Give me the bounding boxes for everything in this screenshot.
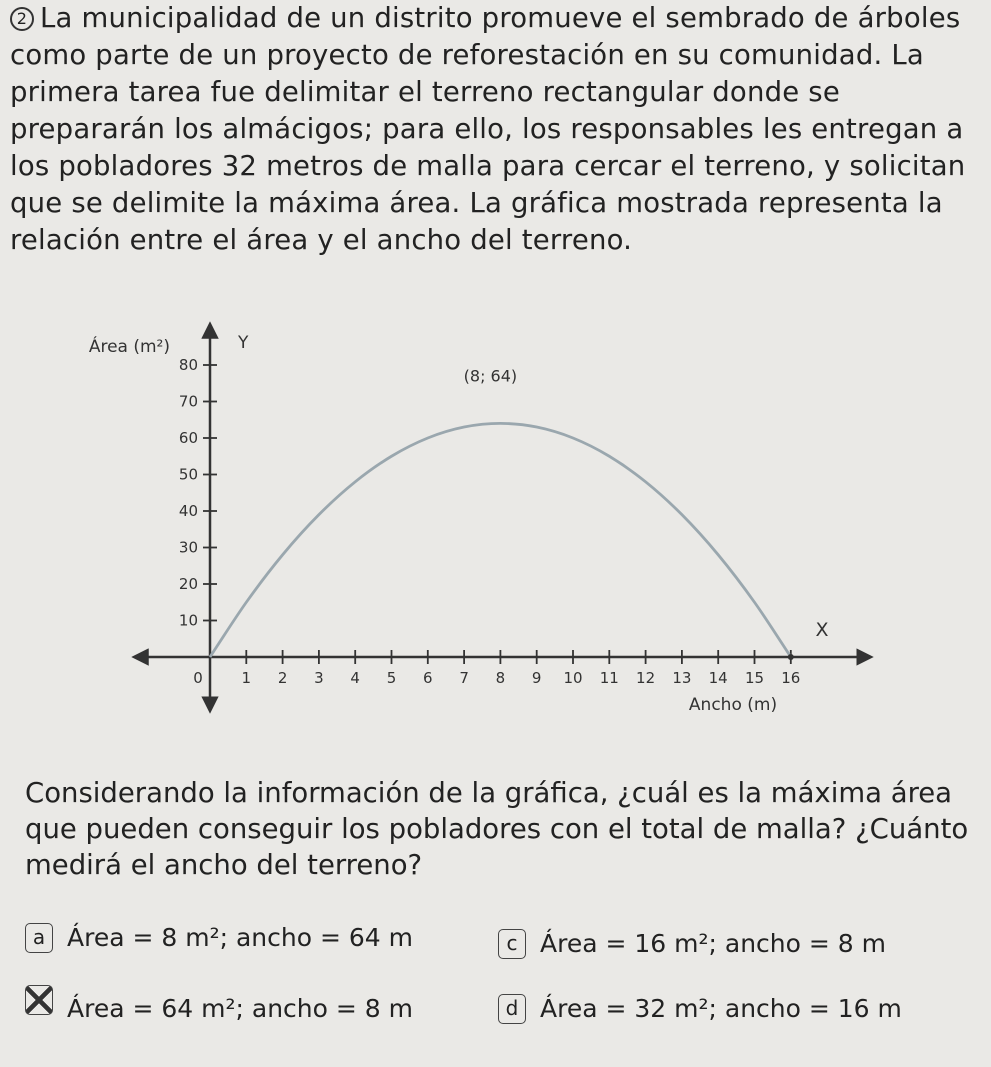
option-b-letter-marked[interactable] xyxy=(25,985,53,1015)
x-tick-label: 7 xyxy=(459,669,469,687)
x-tick-label: 9 xyxy=(531,669,542,687)
x-tick-label: 12 xyxy=(636,669,656,687)
x-tick-label: 8 xyxy=(495,669,506,687)
y-tick-label: 70 xyxy=(178,392,198,411)
curve-end-point xyxy=(788,654,794,660)
option-d-letter[interactable]: d xyxy=(498,994,526,1024)
option-c[interactable] xyxy=(498,928,886,960)
option-c-letter[interactable]: c xyxy=(498,929,526,959)
option-b-text: Área = 64 m²; ancho = 8 m xyxy=(67,994,413,1023)
question-text: Considerando la información de la gráfica, ¿cuál es la máxima área que pueden conseguir los pobladores con el total de malla? ¿Cuánto medirá el ancho del terreno? xyxy=(25,777,969,881)
x-tick-label: 0 xyxy=(193,669,203,687)
y-axis-title: Área (m²) xyxy=(88,337,170,357)
x-tick-label: 10 xyxy=(563,669,583,687)
x-tick-label: 2 xyxy=(277,669,288,687)
vertex-label: (8; 64) xyxy=(463,366,518,386)
x-tick-label: 3 xyxy=(314,669,324,687)
x-tick-label: 4 xyxy=(350,669,360,687)
option-c-text: Área = 16 m²; ancho = 8 m xyxy=(540,929,886,958)
y-tick-label: 10 xyxy=(178,611,198,630)
option-a-text: Área = 8 m²; ancho = 64 m xyxy=(67,923,413,952)
option-b[interactable] xyxy=(25,985,413,1025)
y-tick-label: 40 xyxy=(178,502,198,520)
x-axis-letter: X xyxy=(815,619,829,641)
x-tick-label: 15 xyxy=(744,669,765,687)
y-tick-label: 60 xyxy=(178,429,198,447)
y-tick-label: 20 xyxy=(178,575,198,593)
y-tick-label: 50 xyxy=(178,465,198,484)
area-width-graph xyxy=(0,300,991,720)
option-a[interactable] xyxy=(25,922,413,954)
option-a-letter[interactable]: a xyxy=(25,923,53,953)
problem-statement xyxy=(10,0,978,259)
area-curve xyxy=(210,423,791,657)
x-tick-label: 1 xyxy=(241,669,252,687)
y-tick-label: 80 xyxy=(178,356,198,374)
problem-text: La municipalidad de un distrito promueve el sembrado de árboles como parte de un proyecto de reforestación en su comunidad. La primera tarea fue delimitar el terreno rectangular donde se prepararán los almácigos; para ello, los responsables les entregan a los pobladores 32 metros de malla para cercar el terreno, y solicitan que se delimite la máxima área. La gráfica mostrada representa la relación entre el área y el ancho del terreno. xyxy=(10,2,966,256)
x-tick-label: 11 xyxy=(599,669,619,687)
problem-number-badge: 2 xyxy=(10,7,34,31)
x-tick-label: 13 xyxy=(672,669,692,687)
option-d[interactable] xyxy=(498,993,902,1025)
y-axis-letter: Y xyxy=(238,333,249,353)
x-axis-title: Ancho (m) xyxy=(688,695,778,715)
x-tick-label: 14 xyxy=(708,669,728,687)
x-tick-label: 16 xyxy=(781,669,801,687)
option-d-text: Área = 32 m²; ancho = 16 m xyxy=(540,994,902,1023)
y-tick-label: 30 xyxy=(178,538,198,557)
x-tick-label: 5 xyxy=(386,669,397,687)
x-tick-label: 6 xyxy=(423,669,433,687)
